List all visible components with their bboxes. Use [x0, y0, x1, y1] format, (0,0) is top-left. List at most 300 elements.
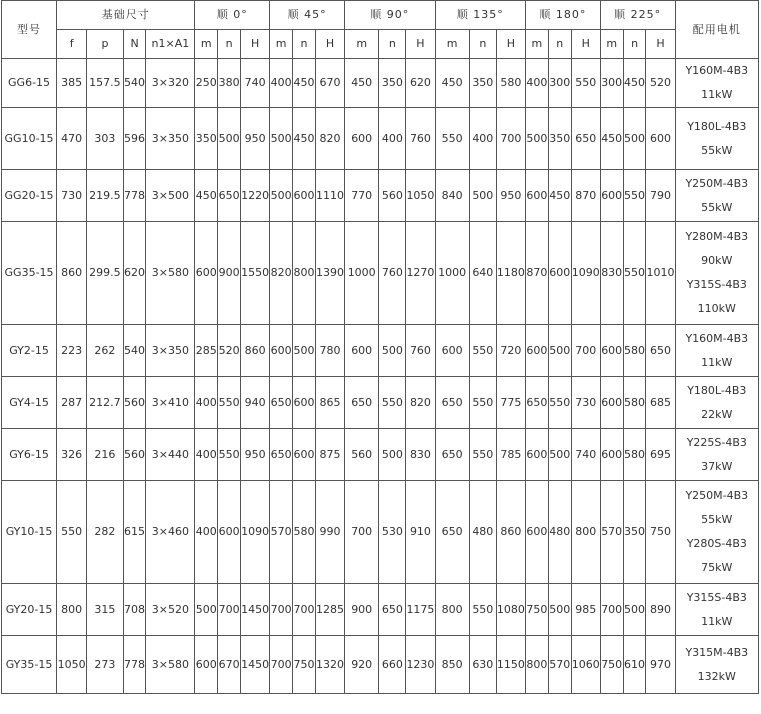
cell-group2-H: 830: [406, 429, 435, 481]
cell-group5-H: 750: [646, 481, 675, 584]
cell-group3-H: 1180: [496, 222, 525, 325]
cell-group0-n: 500: [218, 108, 241, 170]
cell-group1-m: 650: [270, 377, 293, 429]
header-group-0: 顺 0°: [195, 1, 270, 30]
cell-group3-m: 550: [435, 108, 469, 170]
cell-f: 1050: [57, 636, 87, 694]
motor-line: 132kW: [697, 669, 736, 683]
cell-group1-H: 1320: [315, 636, 344, 694]
cell-n1xA1: 3×460: [146, 481, 195, 584]
cell-group1-H: 990: [315, 481, 344, 584]
cell-group2-m: 650: [345, 377, 379, 429]
cell-group2-m: 770: [345, 170, 379, 222]
motor-line: 55kW: [701, 513, 733, 526]
cell-n1xA1: 3×440: [146, 429, 195, 481]
fan-spec-table: [1, 0, 759, 694]
cell-group1-n: 600: [293, 429, 316, 481]
cell-f: 287: [57, 377, 87, 429]
cell-group5-n: 610: [623, 636, 646, 694]
cell-group2-n: 400: [379, 108, 406, 170]
cell-motor: [675, 636, 758, 694]
cell-group5-H: 695: [646, 429, 675, 481]
cell-group2-H: 1270: [406, 222, 435, 325]
cell-p: 282: [87, 481, 123, 584]
header-group-45: 顺 45°: [270, 1, 345, 30]
motor-line: Y180L-4B3: [687, 383, 747, 397]
cell-group3-m: 650: [435, 481, 469, 584]
table-body: [2, 59, 759, 694]
subheader-group4-m: m: [525, 30, 548, 59]
cell-group0-m: 400: [195, 429, 218, 481]
cell-group0-H: 1220: [241, 170, 270, 222]
cell-group5-m: 600: [600, 377, 623, 429]
cell-group0-n: 670: [218, 636, 241, 694]
cell-group0-m: 285: [195, 325, 218, 377]
cell-group2-m: 600: [345, 325, 379, 377]
cell-group3-H: 1150: [496, 636, 525, 694]
subheader-foundation-0: f: [57, 30, 87, 59]
cell-group5-n: 500: [623, 108, 646, 170]
cell-group5-n: 550: [623, 222, 646, 325]
cell-group0-H: 1090: [241, 481, 270, 584]
cell-model: GY4-15: [2, 377, 57, 429]
cell-group1-m: 600: [270, 325, 293, 377]
cell-group4-n: 550: [548, 377, 571, 429]
cell-group3-m: 650: [435, 429, 469, 481]
subheader-group5-H: H: [646, 30, 675, 59]
cell-group1-n: 600: [293, 170, 316, 222]
cell-group2-H: 1050: [406, 170, 435, 222]
subheader-group2-n: n: [379, 30, 406, 59]
cell-group3-n: 500: [469, 170, 496, 222]
motor-line: Y180L-4B3: [687, 119, 747, 133]
header-motor: 配用电机: [675, 1, 758, 59]
motor-line: Y280M-4B3: [685, 230, 749, 243]
cell-f: 470: [57, 108, 87, 170]
motor-line: Y225S-4B3: [686, 435, 747, 449]
table-row: [2, 59, 759, 108]
cell-group4-H: 1090: [571, 222, 600, 325]
motor-line: 110kW: [697, 302, 736, 315]
cell-group0-n: 550: [218, 377, 241, 429]
cell-group4-n: 450: [548, 170, 571, 222]
subheader-group3-H: H: [496, 30, 525, 59]
cell-group5-H: 685: [646, 377, 675, 429]
cell-group3-H: 720: [496, 325, 525, 377]
cell-group5-m: 600: [600, 170, 623, 222]
header-row-columns: [2, 30, 759, 59]
cell-group4-n: 480: [548, 481, 571, 584]
subheader-group4-H: H: [571, 30, 600, 59]
motor-line: 11kW: [701, 614, 733, 628]
cell-n1xA1: 3×580: [146, 636, 195, 694]
cell-group2-m: 450: [345, 59, 379, 108]
cell-group4-n: 350: [548, 108, 571, 170]
cell-group3-H: 1080: [496, 584, 525, 636]
cell-motor: [675, 481, 758, 584]
cell-N: 778: [123, 636, 146, 694]
motor-line: Y160M-4B3: [685, 64, 749, 77]
cell-group1-H: 1285: [315, 584, 344, 636]
motor-line: 37kW: [701, 459, 733, 473]
cell-group1-n: 800: [293, 222, 316, 325]
cell-group2-n: 760: [379, 222, 406, 325]
cell-group2-H: 820: [406, 377, 435, 429]
cell-group2-n: 550: [379, 377, 406, 429]
motor-line: 90kW: [701, 254, 733, 267]
cell-group5-m: 600: [600, 325, 623, 377]
cell-n1xA1: 3×500: [146, 170, 195, 222]
cell-group5-m: 700: [600, 584, 623, 636]
motor-line: Y315S-4B3: [686, 590, 747, 604]
header-foundation: 基础尺寸: [57, 1, 195, 30]
motor-line: Y250M-4B3: [685, 176, 749, 190]
cell-group2-n: 560: [379, 170, 406, 222]
cell-model: GG6-15: [2, 59, 57, 108]
table-row: [2, 481, 759, 584]
cell-N: 620: [123, 222, 146, 325]
cell-n1xA1: 3×350: [146, 325, 195, 377]
cell-group4-m: 600: [525, 481, 548, 584]
cell-N: 540: [123, 59, 146, 108]
cell-group4-n: 300: [548, 59, 571, 108]
cell-group0-n: 380: [218, 59, 241, 108]
cell-group3-m: 600: [435, 325, 469, 377]
cell-group5-n: 580: [623, 325, 646, 377]
cell-group0-H: 1450: [241, 636, 270, 694]
subheader-group0-H: H: [241, 30, 270, 59]
cell-group4-m: 600: [525, 170, 548, 222]
cell-group3-m: 650: [435, 377, 469, 429]
motor-line: Y250M-4B3: [685, 489, 749, 502]
cell-motor: [675, 108, 758, 170]
cell-model: GG35-15: [2, 222, 57, 325]
cell-motor: [675, 59, 758, 108]
cell-group2-n: 650: [379, 584, 406, 636]
cell-group4-n: 500: [548, 325, 571, 377]
cell-group1-H: 670: [315, 59, 344, 108]
cell-model: GG10-15: [2, 108, 57, 170]
table-header: [2, 1, 759, 59]
motor-line: 55kW: [701, 143, 733, 157]
cell-group0-n: 650: [218, 170, 241, 222]
cell-group2-n: 660: [379, 636, 406, 694]
cell-group2-n: 350: [379, 59, 406, 108]
cell-group1-m: 700: [270, 584, 293, 636]
table-row: [2, 325, 759, 377]
cell-group2-m: 560: [345, 429, 379, 481]
cell-motor: [675, 222, 758, 325]
cell-group2-H: 1175: [406, 584, 435, 636]
cell-group0-m: 600: [195, 222, 218, 325]
cell-p: 219.5: [87, 170, 123, 222]
cell-group2-H: 910: [406, 481, 435, 584]
cell-group1-H: 1390: [315, 222, 344, 325]
cell-group1-n: 580: [293, 481, 316, 584]
cell-p: 157.5: [87, 59, 123, 108]
cell-model: GY2-15: [2, 325, 57, 377]
subheader-group2-m: m: [345, 30, 379, 59]
cell-group3-m: 800: [435, 584, 469, 636]
cell-group0-m: 500: [195, 584, 218, 636]
table-row: [2, 584, 759, 636]
cell-group1-m: 700: [270, 636, 293, 694]
cell-model: GY6-15: [2, 429, 57, 481]
cell-group3-n: 630: [469, 636, 496, 694]
cell-motor: [675, 377, 758, 429]
cell-group2-H: 760: [406, 325, 435, 377]
table-row: [2, 108, 759, 170]
cell-group4-H: 1060: [571, 636, 600, 694]
subheader-foundation-2: N: [123, 30, 146, 59]
cell-p: 273: [87, 636, 123, 694]
cell-group4-H: 650: [571, 108, 600, 170]
cell-model: GY10-15: [2, 481, 57, 584]
cell-group0-n: 900: [218, 222, 241, 325]
cell-group1-n: 700: [293, 584, 316, 636]
motor-line: Y315S-4B3: [686, 278, 747, 291]
cell-group2-n: 530: [379, 481, 406, 584]
table-row: [2, 170, 759, 222]
cell-group3-H: 775: [496, 377, 525, 429]
motor-line: Y315M-4B3: [685, 645, 749, 659]
cell-group4-n: 500: [548, 429, 571, 481]
cell-f: 860: [57, 222, 87, 325]
cell-group3-H: 950: [496, 170, 525, 222]
cell-model: GY20-15: [2, 584, 57, 636]
cell-p: 303: [87, 108, 123, 170]
cell-group4-m: 870: [525, 222, 548, 325]
cell-group2-m: 900: [345, 584, 379, 636]
table-row: [2, 636, 759, 694]
cell-group5-H: 1010: [646, 222, 675, 325]
cell-group5-H: 650: [646, 325, 675, 377]
subheader-group5-n: n: [623, 30, 646, 59]
cell-group2-m: 600: [345, 108, 379, 170]
cell-group3-m: 840: [435, 170, 469, 222]
cell-group4-H: 730: [571, 377, 600, 429]
subheader-group4-n: n: [548, 30, 571, 59]
cell-group5-n: 550: [623, 170, 646, 222]
cell-group4-n: 570: [548, 636, 571, 694]
cell-f: 385: [57, 59, 87, 108]
cell-group2-H: 760: [406, 108, 435, 170]
cell-group1-n: 450: [293, 108, 316, 170]
table-row: [2, 222, 759, 325]
cell-group1-m: 650: [270, 429, 293, 481]
cell-group4-H: 985: [571, 584, 600, 636]
motor-line: 11kW: [701, 88, 733, 101]
cell-group1-H: 875: [315, 429, 344, 481]
cell-group3-H: 700: [496, 108, 525, 170]
cell-group0-m: 450: [195, 170, 218, 222]
cell-group4-m: 650: [525, 377, 548, 429]
cell-group4-H: 700: [571, 325, 600, 377]
cell-motor: [675, 584, 758, 636]
cell-group3-n: 640: [469, 222, 496, 325]
cell-group2-H: 1230: [406, 636, 435, 694]
motor-line: Y160M-4B3: [685, 331, 749, 345]
cell-group0-m: 350: [195, 108, 218, 170]
cell-group4-m: 750: [525, 584, 548, 636]
cell-group5-H: 600: [646, 108, 675, 170]
cell-p: 315: [87, 584, 123, 636]
cell-group4-n: 500: [548, 584, 571, 636]
cell-group4-m: 500: [525, 108, 548, 170]
cell-group5-n: 580: [623, 429, 646, 481]
cell-N: 708: [123, 584, 146, 636]
cell-group3-H: 785: [496, 429, 525, 481]
cell-group0-H: 940: [241, 377, 270, 429]
cell-p: 212.7: [87, 377, 123, 429]
cell-group5-m: 450: [600, 108, 623, 170]
cell-group0-H: 950: [241, 429, 270, 481]
header-group-135: 顺 135°: [435, 1, 525, 30]
cell-group0-m: 400: [195, 481, 218, 584]
header-group-225: 顺 225°: [600, 1, 675, 30]
cell-group5-n: 450: [623, 59, 646, 108]
cell-group1-m: 500: [270, 108, 293, 170]
cell-f: 800: [57, 584, 87, 636]
cell-group3-n: 550: [469, 429, 496, 481]
cell-group0-H: 860: [241, 325, 270, 377]
cell-group1-H: 780: [315, 325, 344, 377]
header-group-90: 顺 90°: [345, 1, 435, 30]
cell-group4-m: 800: [525, 636, 548, 694]
cell-N: 615: [123, 481, 146, 584]
motor-line: Y280S-4B3: [686, 537, 747, 550]
motor-line: 55kW: [701, 200, 733, 214]
cell-group4-H: 800: [571, 481, 600, 584]
cell-N: 560: [123, 377, 146, 429]
cell-group4-n: 600: [548, 222, 571, 325]
subheader-foundation-1: p: [87, 30, 123, 59]
cell-group0-n: 520: [218, 325, 241, 377]
subheader-group0-m: m: [195, 30, 218, 59]
cell-p: 262: [87, 325, 123, 377]
cell-group4-m: 600: [525, 325, 548, 377]
subheader-group1-m: m: [270, 30, 293, 59]
cell-group4-H: 550: [571, 59, 600, 108]
cell-group3-H: 580: [496, 59, 525, 108]
cell-group4-H: 870: [571, 170, 600, 222]
motor-line: 75kW: [701, 561, 733, 574]
cell-group1-m: 820: [270, 222, 293, 325]
header-model: 型号: [2, 1, 57, 59]
cell-group0-m: 250: [195, 59, 218, 108]
cell-group5-n: 580: [623, 377, 646, 429]
cell-group2-n: 500: [379, 429, 406, 481]
cell-group0-H: 1550: [241, 222, 270, 325]
cell-motor: [675, 325, 758, 377]
subheader-group1-H: H: [315, 30, 344, 59]
subheader-group0-n: n: [218, 30, 241, 59]
cell-model: GY35-15: [2, 636, 57, 694]
cell-N: 778: [123, 170, 146, 222]
cell-p: 216: [87, 429, 123, 481]
cell-group3-n: 550: [469, 377, 496, 429]
cell-group1-m: 500: [270, 170, 293, 222]
cell-group0-n: 700: [218, 584, 241, 636]
cell-group1-n: 450: [293, 59, 316, 108]
cell-group3-n: 350: [469, 59, 496, 108]
cell-group1-n: 750: [293, 636, 316, 694]
cell-f: 326: [57, 429, 87, 481]
cell-group0-m: 400: [195, 377, 218, 429]
cell-group5-H: 970: [646, 636, 675, 694]
subheader-group3-m: m: [435, 30, 469, 59]
cell-group3-H: 860: [496, 481, 525, 584]
cell-group4-m: 400: [525, 59, 548, 108]
cell-group5-H: 520: [646, 59, 675, 108]
cell-group3-m: 450: [435, 59, 469, 108]
motor-line: 11kW: [701, 355, 733, 369]
cell-group3-n: 550: [469, 584, 496, 636]
cell-motor: [675, 170, 758, 222]
cell-group0-H: 740: [241, 59, 270, 108]
cell-group5-H: 890: [646, 584, 675, 636]
cell-group3-n: 400: [469, 108, 496, 170]
cell-group2-m: 700: [345, 481, 379, 584]
cell-group3-n: 480: [469, 481, 496, 584]
cell-n1xA1: 3×580: [146, 222, 195, 325]
cell-group2-m: 1000: [345, 222, 379, 325]
cell-group2-m: 920: [345, 636, 379, 694]
cell-group1-H: 865: [315, 377, 344, 429]
cell-group0-H: 1450: [241, 584, 270, 636]
cell-p: 299.5: [87, 222, 123, 325]
cell-n1xA1: 3×350: [146, 108, 195, 170]
subheader-group5-m: m: [600, 30, 623, 59]
subheader-group3-n: n: [469, 30, 496, 59]
header-group-180: 顺 180°: [525, 1, 600, 30]
cell-group4-m: 600: [525, 429, 548, 481]
subheader-foundation-3: n1×A1: [146, 30, 195, 59]
cell-group5-H: 790: [646, 170, 675, 222]
cell-group5-m: 830: [600, 222, 623, 325]
cell-group3-n: 550: [469, 325, 496, 377]
cell-n1xA1: 3×410: [146, 377, 195, 429]
cell-n1xA1: 3×520: [146, 584, 195, 636]
cell-group0-H: 950: [241, 108, 270, 170]
cell-group2-H: 620: [406, 59, 435, 108]
cell-group1-n: 500: [293, 325, 316, 377]
cell-group1-n: 600: [293, 377, 316, 429]
cell-group1-m: 400: [270, 59, 293, 108]
cell-group0-m: 600: [195, 636, 218, 694]
cell-N: 540: [123, 325, 146, 377]
cell-group3-m: 850: [435, 636, 469, 694]
cell-N: 596: [123, 108, 146, 170]
header-row-groups: [2, 1, 759, 30]
cell-group3-m: 1000: [435, 222, 469, 325]
cell-group0-n: 600: [218, 481, 241, 584]
table-row: [2, 377, 759, 429]
cell-f: 550: [57, 481, 87, 584]
cell-group1-H: 820: [315, 108, 344, 170]
cell-group4-H: 740: [571, 429, 600, 481]
cell-group1-m: 570: [270, 481, 293, 584]
cell-group5-n: 350: [623, 481, 646, 584]
cell-f: 223: [57, 325, 87, 377]
subheader-group1-n: n: [293, 30, 316, 59]
cell-f: 730: [57, 170, 87, 222]
table-row: [2, 429, 759, 481]
cell-group5-m: 750: [600, 636, 623, 694]
cell-group5-m: 300: [600, 59, 623, 108]
cell-motor: [675, 429, 758, 481]
cell-n1xA1: 3×320: [146, 59, 195, 108]
